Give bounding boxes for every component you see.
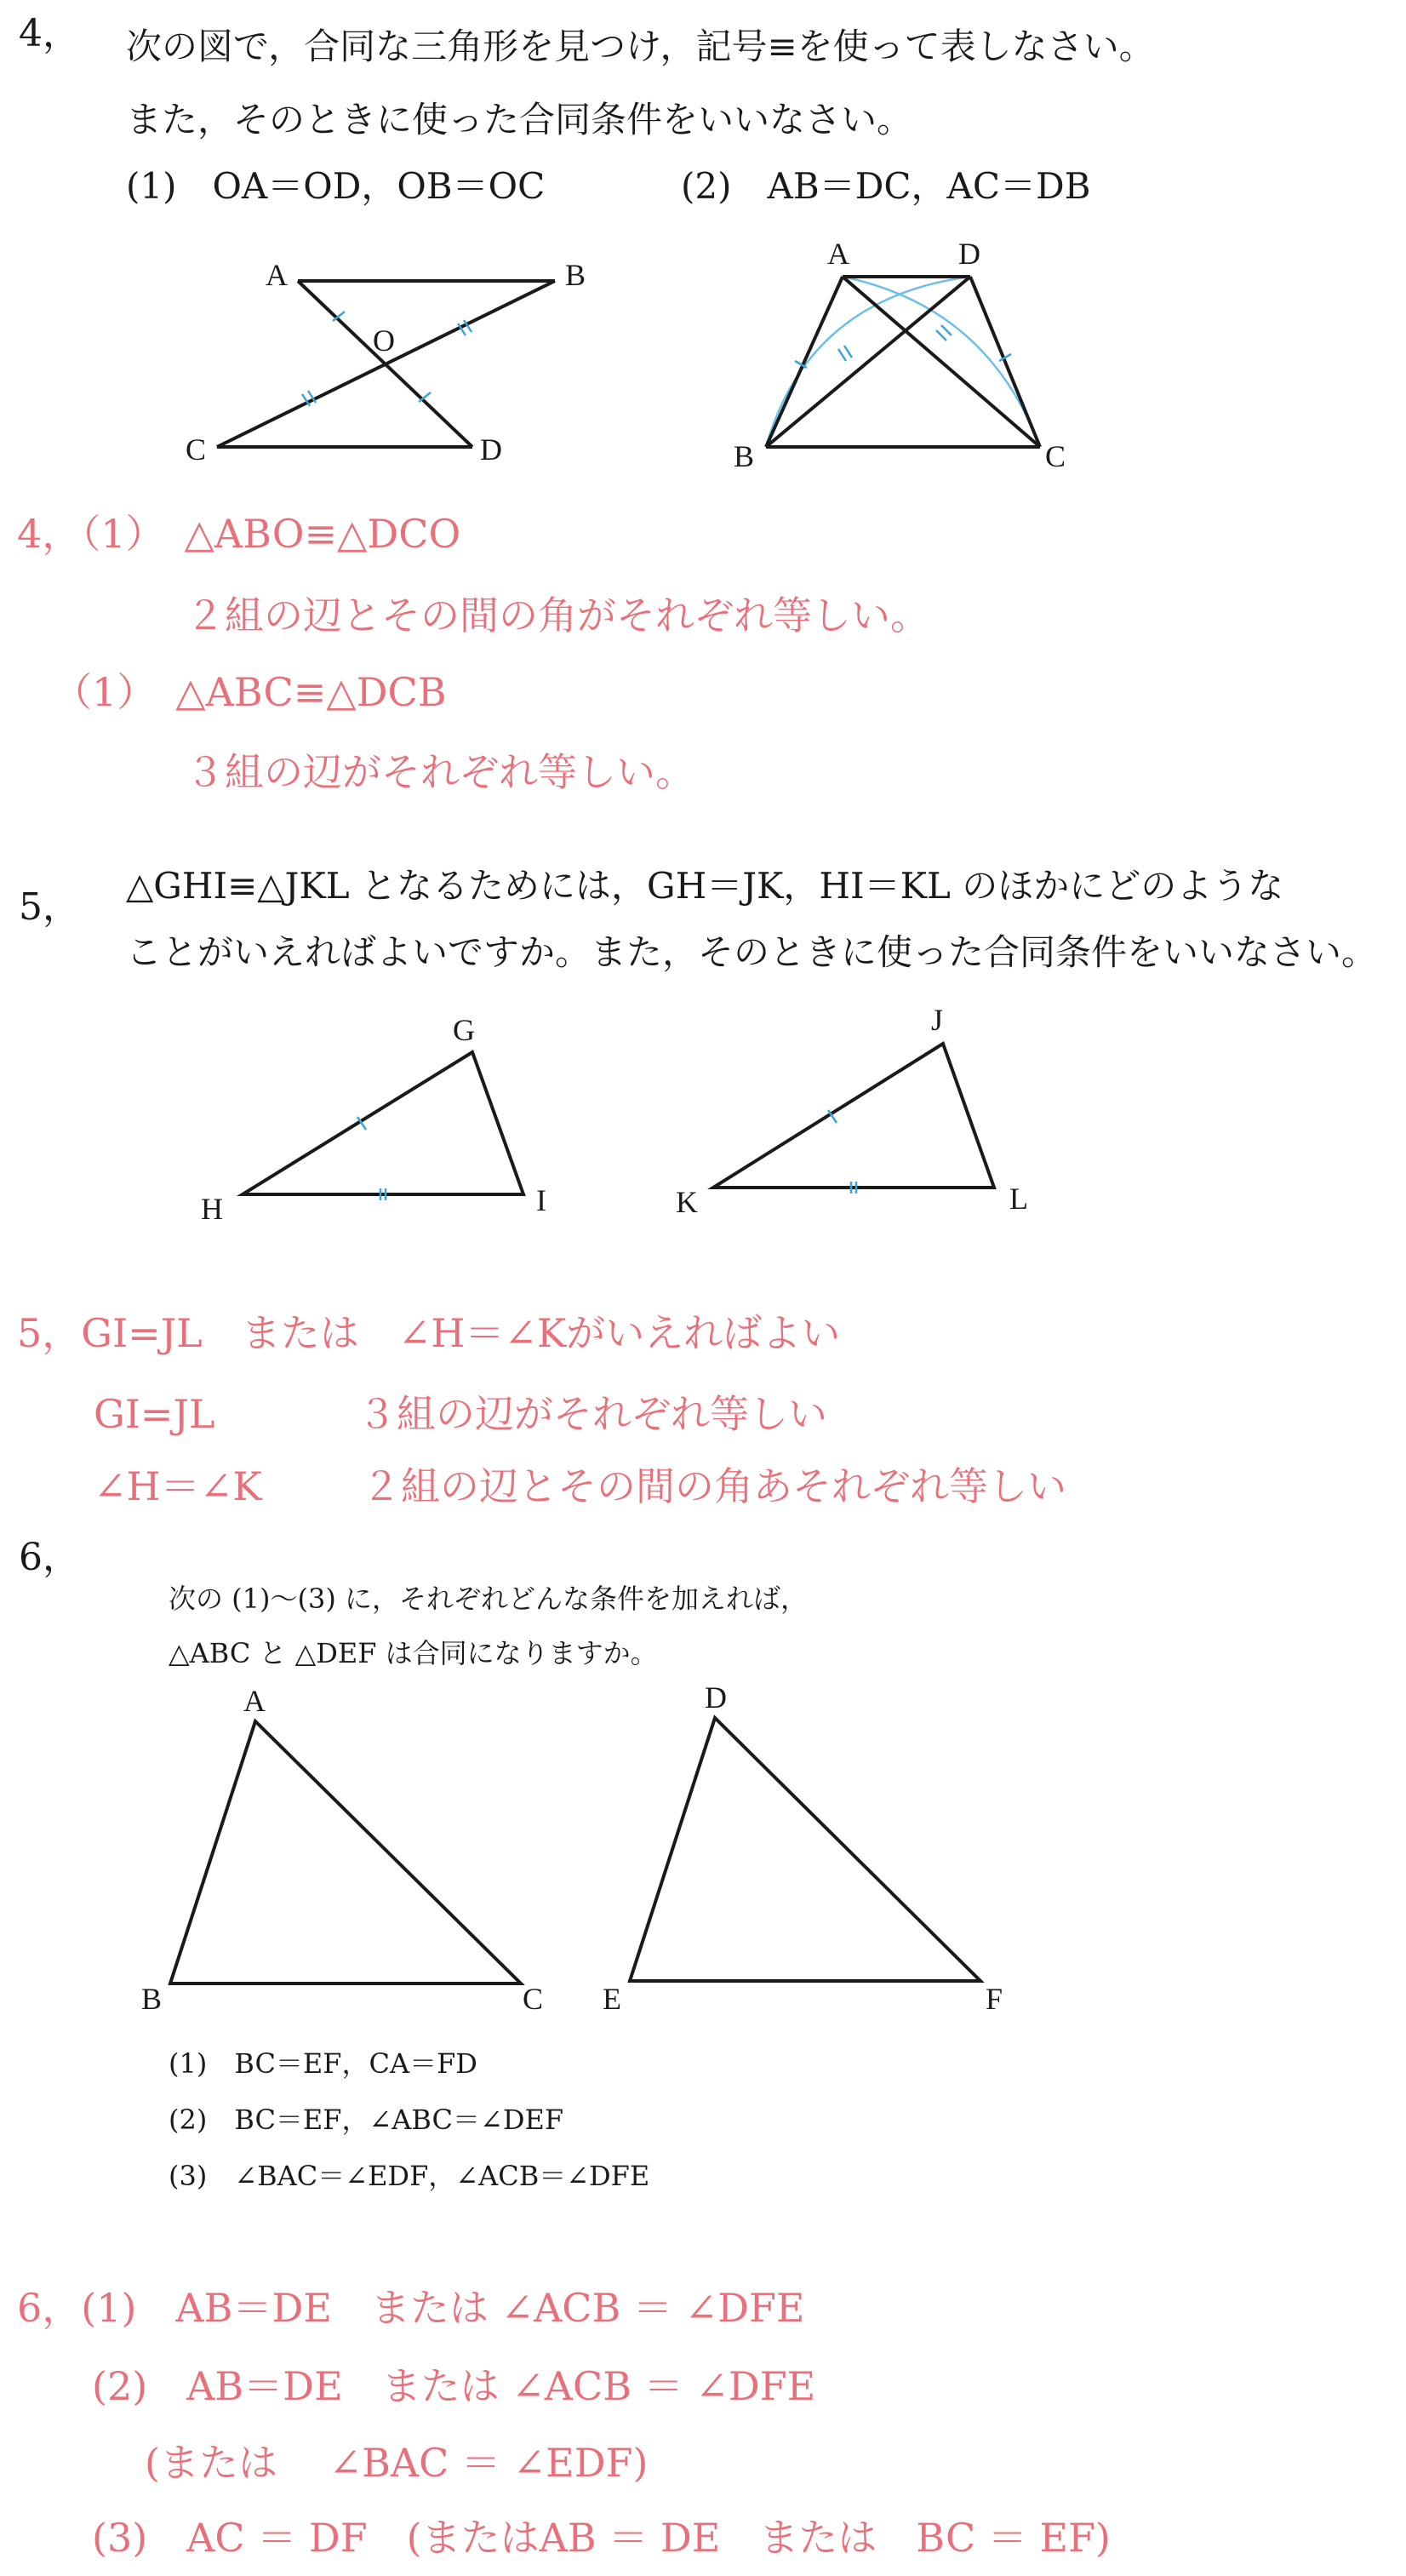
label-c: C [186, 432, 207, 467]
answer-4-2-condition: ３組の辺がそれぞれ等しい。 [186, 749, 694, 795]
answer-4-1: 4，（1） △ABO≡△DCO [17, 511, 461, 557]
label-a: A [266, 258, 288, 292]
label-b: B [734, 439, 755, 473]
problem-5-number: 5， [19, 885, 80, 929]
label-a: A [243, 1684, 266, 1718]
answer-5: 5，GI=JL または ∠H＝∠Kがいえればよい [17, 1310, 841, 1356]
label-d: D [705, 1680, 727, 1714]
problem-6-condition-3: (3) ∠BAC＝∠EDF，∠ACB＝∠DFE [169, 2160, 650, 2192]
problem-6-number: 6， [19, 1536, 80, 1579]
label-h: H [201, 1192, 223, 1226]
problem-4-line-2: また，そのときに使った合同条件をいいなさい。 [126, 99, 913, 140]
label-d: D [958, 237, 980, 271]
triangle-abc [170, 1721, 521, 1984]
label-i: I [536, 1183, 546, 1217]
answer-5-option-1: GI=JL [94, 1391, 215, 1437]
label-e: E [603, 1982, 621, 2016]
label-b: B [141, 1982, 163, 2016]
answer-6-2: (2) AB＝DE または ∠ACB ＝ ∠DFE [92, 2363, 816, 2409]
label-a: A [827, 237, 849, 271]
answer-5-option-2: ∠H＝∠K [94, 1463, 262, 1509]
label-c: C [1045, 439, 1066, 473]
problem-6-line-2: △ABC と △DEF は合同になりますか。 [169, 1637, 658, 1669]
problem-4-sub-1: (1) OA＝OD，OB＝OC [126, 165, 546, 207]
answer-6-2-alt: (または ∠BAC ＝ ∠EDF) [145, 2440, 649, 2486]
label-g: G [453, 1013, 475, 1047]
label-k: K [676, 1185, 698, 1219]
label-o: O [373, 323, 395, 358]
answer-4-1-condition: ２組の辺とその間の角がそれぞれ等しい。 [186, 592, 929, 638]
problem-5-line-2: ことがいえればよいですか。また，そのときに使った合同条件をいいなさい。 [126, 931, 1378, 973]
answer-6-3: (3) AC ＝ DF (またはAB ＝ DE または BC ＝ EF) [92, 2515, 1111, 2561]
label-c: C [523, 1982, 544, 2016]
answer-5-option-1-condition: ３組の辺がそれぞれ等しい [357, 1391, 827, 1437]
label-d: D [480, 432, 502, 467]
triangle-def [630, 1718, 980, 1981]
problem-4-number: 4， [19, 12, 80, 55]
problem-4-sub-2: (2) AB＝DC，AC＝DB [681, 165, 1091, 207]
label-l: L [1009, 1182, 1028, 1216]
label-j: J [931, 1003, 944, 1037]
problem-6-condition-1: (1) BC＝EF，CA＝FD [169, 2047, 477, 2080]
answer-6-1: 6，(1) AB＝DE または ∠ACB ＝ ∠DFE [17, 2285, 805, 2331]
label-b: B [565, 258, 586, 292]
problem-6-condition-2: (2) BC＝EF，∠ABC＝∠DEF [169, 2104, 564, 2136]
answer-4-2: （1） △ABC≡△DCB [53, 669, 447, 715]
problem-4-line-1: 次の図で，合同な三角形を見つけ，記号≡を使って表しなさい。 [126, 26, 1155, 67]
label-f: F [986, 1982, 1003, 2016]
problem-5-line-1: △GHI≡△JKL となるためには，GH＝JK，HI＝KL のほかにどのような [126, 865, 1284, 907]
problem-6-line-1: 次の (1)～(3) に，それぞれどんな条件を加えれば， [169, 1583, 809, 1615]
answer-5-option-2-condition: ２組の辺とその間の角あそれぞれ等しい [362, 1463, 1066, 1509]
